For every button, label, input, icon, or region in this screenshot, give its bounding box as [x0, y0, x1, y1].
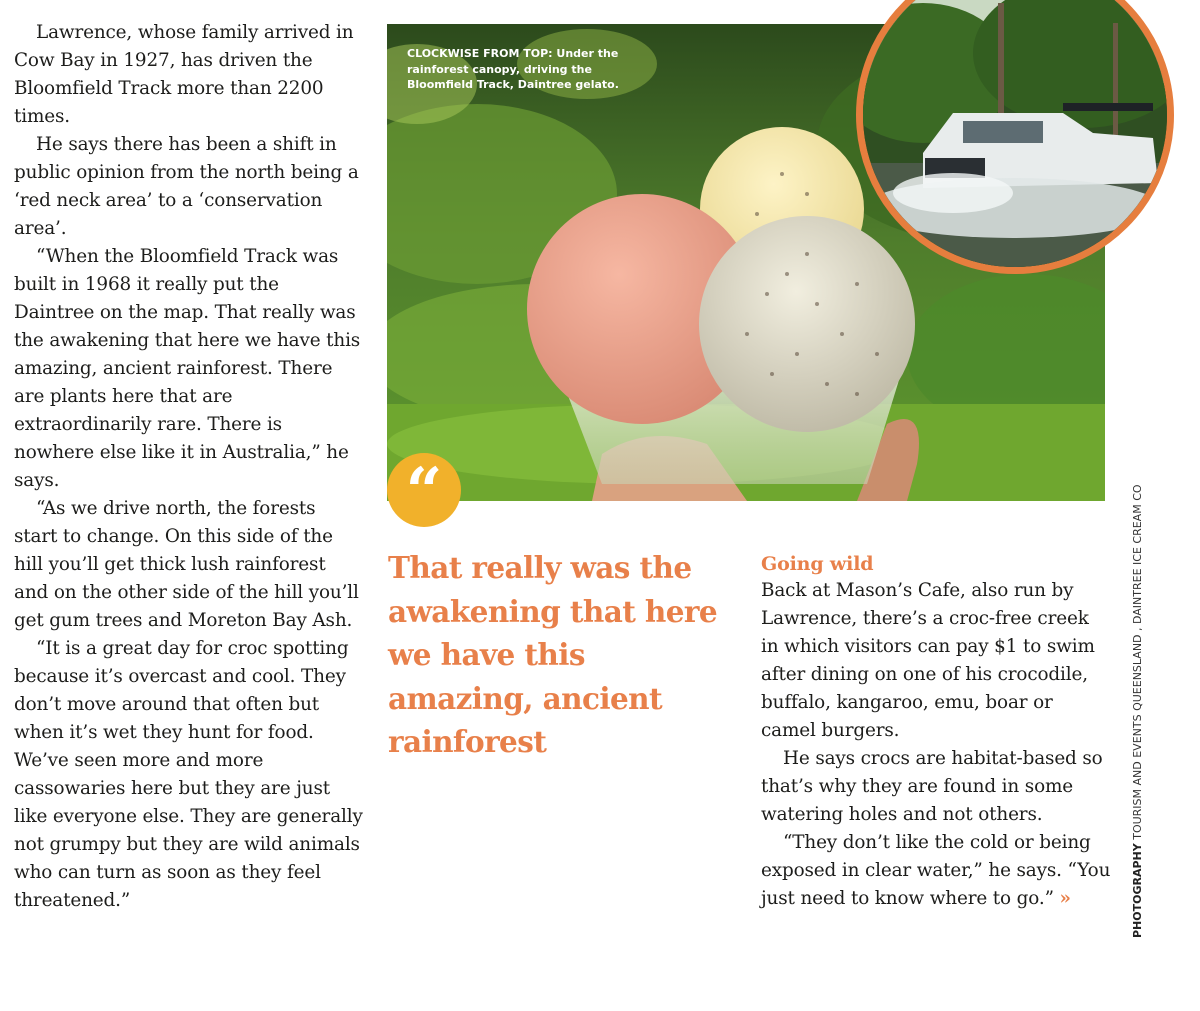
right-column [761, 551, 1111, 913]
closing-paragraph-text: “They don’t like the cold or being exposed in clear water,” he says. “You just need to know where to go.” [761, 832, 1111, 909]
photo-credit [1131, 484, 1145, 938]
body-paragraph: Back at Mason’s Cafe, also run by Lawrence, there’s a croc-free creek in which visitors can pay $1 to swim after dining on one of his crocodile, buffalo, kangaroo, emu, boar or camel burgers. [761, 580, 1095, 741]
left-column [14, 19, 364, 915]
quote-mark: “ [405, 454, 443, 529]
continue-chevron-icon: » [1059, 888, 1071, 909]
photo-caption: CLOCKWISE FROM TOP: Under the rainforest canopy, driving the Bloomfield Track, Daintree gelato. [407, 47, 619, 91]
body-paragraph: He says crocs are habitat-based so that’s why they are found in some watering holes and not others. [761, 748, 1103, 825]
four-wheel-drive-illustration [863, 0, 1167, 267]
body-paragraph: He says there has been a shift in public opinion from the north being a ‘red neck area’ to a ‘conservation area’. [14, 134, 359, 239]
quote-mark-icon [387, 453, 461, 527]
credit-label: PHOTOGRAPHY [1131, 843, 1144, 938]
body-paragraph: “As we drive north, the forests start to change. On this side of the hill you’ll get thick lush rainforest and on the other side of the hill you’ll get gum trees and Moreton Bay Ash. [14, 498, 359, 631]
pull-quote: That really was the awakening that here we have this amazing, ancient rainforest [388, 550, 718, 759]
body-paragraph: “It is a great day for croc spotting because it’s overcast and cool. They don’t move around that often but when it’s wet they hunt for food. We’ve seen more and more cassowaries here but they are just like everyone else. They are generally not grumpy but they are wild animals who can turn as soon as they feel threatened.” [14, 638, 363, 911]
section-subhead: Going wild [761, 553, 874, 575]
body-paragraph [761, 829, 1111, 913]
body-paragraph: Lawrence, whose family arrived in Cow Bay in 1927, has driven the Bloomfield Track more than 2200 times. [14, 22, 354, 127]
credit-text: TOURISM AND EVENTS QUEENSLAND , DAINTREE ICE CREAM CO [1131, 484, 1144, 844]
body-paragraph: “When the Bloomfield Track was built in 1968 it really put the Daintree on the map. That really was the awakening that here we have this amazing, ancient rainforest. There are plants here that are extraordinarily rare. There is nowhere else like it in Australia,” he says. [14, 246, 361, 491]
